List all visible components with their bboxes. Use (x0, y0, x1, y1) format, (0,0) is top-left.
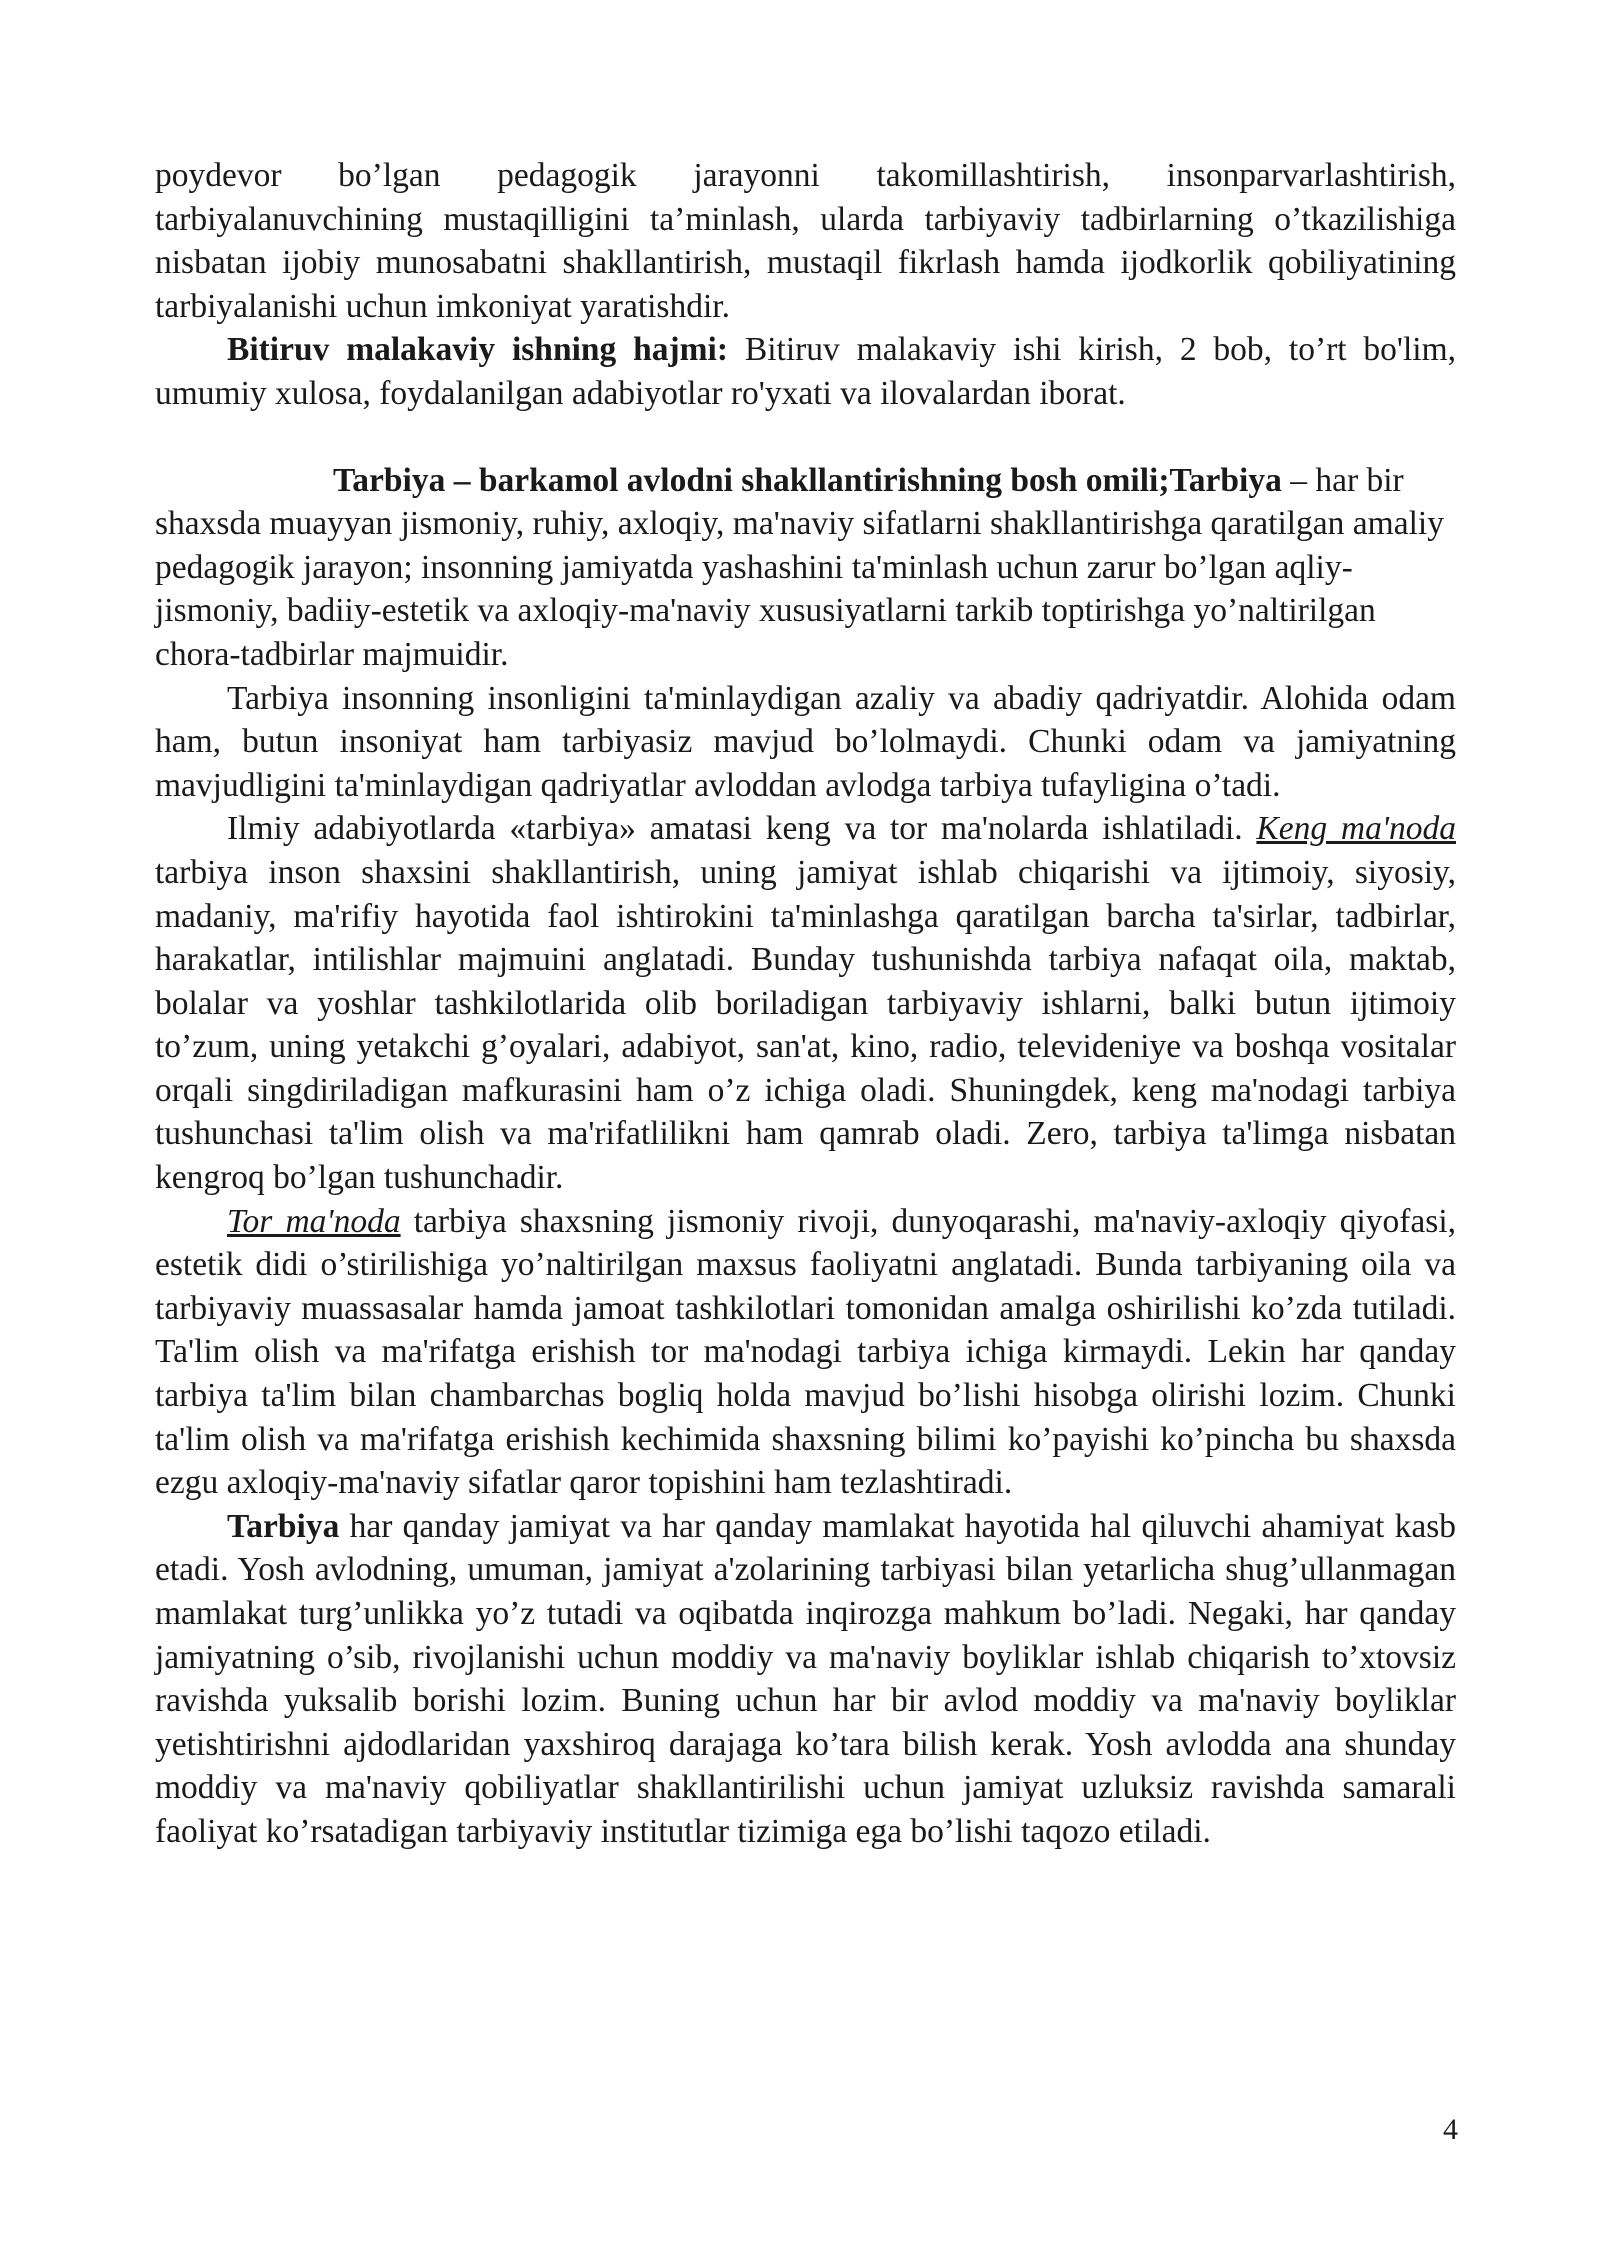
thesis-volume-text: Bitiruv malakaviy ishi kirish, 2 bob, to’rt bo'lim, umumiy xulosa, foydalanilgan adabiyotlar ro'yxati va ilovalardan iborat. (155, 331, 1457, 412)
paragraph-tarbiya-definition (155, 459, 1456, 677)
paragraph-tarbiya-importance (155, 1505, 1456, 1854)
narrow-meaning-text: tarbiya shaxsning jismoniy rivoji, dunyoqarashi, ma'naviy-axloqiy qiyofasi, estetik didi o’stirilishiga yo’naltirilgan maxsus faoliyatni anglatadi. Bunda tarbiyaning oila va tarbiyaviy muassasalar hamda jamoat tashkilotlari tomonidan amalga oshirilishi ko’zda tutiladi. Ta'lim olish va ma'rifatga erishish tor ma'nodagi tarbiya ichiga kirmaydi. Lekin har qanday tarbiya ta'lim bilan chambarchas bogliq holda mavjud bo’lishi hisobga olirishi lozim. Chunki ta'lim olish va ma'rifatga erishish kechimida shaxsning bilimi ko’payishi ko’pincha bu shaxsda ezgu axloqiy-ma'naviy sifatlar qaror topishini ham tezlashtiradi. (155, 1202, 1456, 1502)
paragraph-thesis-volume (155, 328, 1456, 415)
tarbiya-importance-term: Tarbiya (227, 1507, 340, 1545)
tarbiya-definition-text: – har bir shaxsda muayyan jismoniy, ruhiy, axloqiy, ma'naviy sifatlarni shakllantirishga qaratilgan amaliy pedagogik jarayon; insonning jamiyatda yashashini ta'minlash uchun zarur bo’lgan aqliy-jismoniy, badiiy-estetik va axloqiy-ma'naviy xususiyatlarni tarkib toptirishga yo’naltirilgan chora-tadbirlar majmuidir. (155, 461, 1444, 673)
broad-meaning-text: tarbiya inson shaxsini shakllantirish, uning jamiyat ishlab chiqarishi va ijtimoiy, siyosiy, madaniy, ma'rifiy hayotida faol ishtirokini ta'minlashga qaratilgan barcha ta'sirlar, tadbirlar, harakatlar, intilishlar majmuini anglatadi. Bunday tushunishda tarbiya nafaqat oila, maktab, bolalar va yoshlar tashkilotlarida olib boriladigan tarbiyaviy ishlarni, balki butun ijtimoiy to’zum, uning yetakchi g’oyalari, adabiyot, san'at, kino, radio, televideniye va boshqa vositalar orqali singdiriladigan mafkurasini ham o’z ichiga oladi. Shuningdek, keng ma'nodagi tarbiya tushunchasi ta'lim olish va ma'rifatlilikni ham qamrab oladi. Zero, tarbiya ta'limga nisbatan kengroq bo’lgan tushunchadir. (155, 853, 1456, 1197)
broad-meaning-term: Keng ma'noda (1256, 810, 1456, 848)
paragraph-narrow-meaning (155, 1200, 1456, 1505)
document-body (155, 154, 1456, 1854)
narrow-meaning-term: Tor ma'noda (227, 1202, 401, 1240)
section-heading: Tarbiya – barkamol avlodni shakllantirishning bosh omili;Tarbiya (333, 461, 1282, 499)
page-number: 4 (1443, 2113, 1458, 2146)
tarbiya-importance-text: har qanday jamiyat va har qanday mamlakat hayotida hal qiluvchi ahamiyat kasb etadi. Yosh avlodning, umuman, jamiyat a'zolarining tarbiyasi bilan yetarlicha shug’ullanmagan mamlakat turg’unlikka yo’z tutadi va oqibatda inqirozga mahkum bo’ladi. Negaki, har qanday jamiyatning o’sib, rivojlanishi uchun moddiy va ma'naviy boyliklar ishlab chiqarish to’xtovsiz ravishda yuksalib borishi lozim. Buning uchun har bir avlod moddiy va ma'naviy boyliklar yetishtirishni ajdodlaridan yaxshiroq darajaga ko’tara bilish kerak. Yosh avlodda ana shunday moddiy va ma'naviy qobiliyatlar shakllantirilishi uchun jamiyat uzluksiz ravishda samarali faoliyat ko’rsatadigan tarbiyaviy institutlar tizimiga ega bo’lishi taqozo etiladi. (155, 1507, 1456, 1850)
paragraph-intro-continuation: poydevor bo’lgan pedagogik jarayonni takomillashtirish, insonparvarlashtirish, tarbiyalanuvchining mustaqilligini ta’minlash, ularda tarbiyaviy tadbirlarning o’tkazilishiga nisbatan ijobiy munosabatni shakllantirish, mustaqil fikrlash hamda ijodkorlik qobiliyatining tarbiyalanishi uchun imkoniyat yaratishdir. (155, 157, 1456, 325)
broad-meaning-intro: Ilmiy adabiyotlarda «tarbiya» amatasi keng va tor ma'nolarda ishlatiladi. (227, 810, 1257, 848)
paragraph-tarbiya-value: Tarbiya insonning insonligini ta'minlaydigan azaliy va abadiy qadriyatdir. Alohida odam ham, butun insoniyat ham tarbiyasiz mavjud bo’lolmaydi. Chunki odam va jamiyatning mavjudligini ta'minlaydigan qadriyatlar avloddan avlodga tarbiya tufayligina o’tadi. (155, 679, 1456, 804)
thesis-volume-label: Bitiruv malakaviy ishning hajmi: (227, 331, 729, 369)
paragraph-broad-meaning (155, 807, 1456, 1199)
